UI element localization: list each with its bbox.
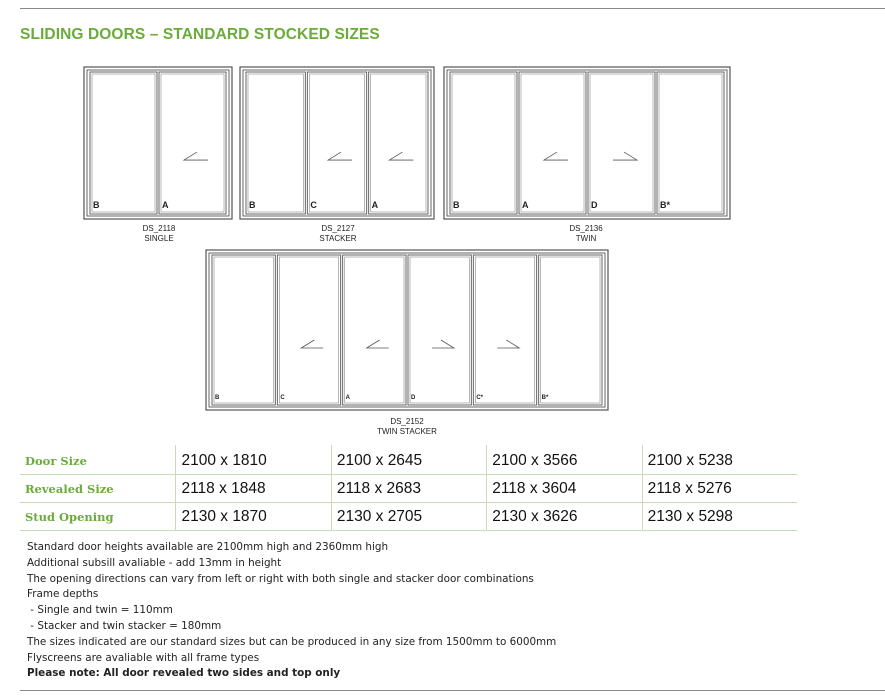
door-panel-glass: [279, 257, 338, 403]
panel-letter: D: [411, 395, 416, 401]
door-frame-inner: [447, 70, 727, 216]
slide-left-arrow: [544, 152, 568, 160]
door-type: TWIN: [575, 234, 597, 243]
door-panel-glass: [161, 74, 224, 212]
door-ds2118: [84, 67, 232, 219]
panel-letter: B: [453, 200, 460, 210]
table-cell: 2130 x 5298: [642, 503, 797, 531]
door-type: STACKER: [319, 234, 357, 243]
door-type: TWIN STACKER: [377, 427, 437, 436]
door-panel: [212, 255, 275, 405]
door-code: DS_2152: [390, 417, 424, 426]
door-panel: [450, 72, 517, 214]
door-panel-glass: [541, 257, 600, 403]
door-ds2127: [240, 67, 434, 219]
door-panel-glass: [248, 74, 303, 212]
table-cell: 2100 x 2645: [331, 445, 486, 475]
row-label: Revealed Size: [20, 475, 176, 503]
panel-letter: B*: [541, 395, 549, 401]
door-frame-inner: [243, 70, 431, 216]
door-caption-ds2127: [308, 224, 368, 244]
panel-letter: C: [280, 395, 285, 401]
page-title: SLIDING DOORS – STANDARD STOCKED SIZES: [20, 26, 380, 43]
note-line: Standard door heights available are 2100mm high and 2360mm high: [27, 541, 389, 553]
panel-letter: B*: [660, 200, 671, 210]
table-row: [20, 503, 797, 531]
slide-right-arrow: [613, 152, 637, 160]
door-panel: [277, 255, 340, 405]
door-caption-ds2152: [367, 417, 447, 437]
note-line: Flyscreens are avaliable with all frame types: [27, 651, 260, 664]
panel-letter: C: [310, 200, 317, 210]
table-cell: 2130 x 3626: [487, 503, 642, 531]
door-panel: [343, 255, 406, 405]
door-panel: [519, 72, 586, 214]
door-ds2152: [206, 250, 608, 410]
door-panel-glass: [475, 257, 534, 403]
door-panel-glass: [410, 257, 469, 403]
door-panel-glass: [214, 257, 273, 403]
table-cell: 2130 x 2705: [331, 503, 486, 531]
panel-letter: B: [215, 395, 220, 401]
row-label: Door Size: [20, 445, 176, 475]
note-line: Additional subsill avaliable - add 13mm in height: [27, 556, 282, 569]
table-row: [20, 475, 797, 503]
note-line: - Single and twin = 110mm: [27, 604, 173, 617]
door-panel-glass: [659, 74, 722, 212]
door-panel-glass: [345, 257, 404, 403]
door-frame: [84, 67, 232, 219]
table-cell: 2100 x 1810: [176, 445, 331, 475]
table-cell: 2118 x 2683: [331, 475, 486, 503]
table-cell: 2118 x 5276: [642, 475, 797, 503]
door-type: SINGLE: [144, 234, 174, 243]
table-row: [20, 445, 797, 475]
door-panel: [307, 72, 366, 214]
panel-letter: B: [93, 200, 100, 210]
door-caption-ds2136: [556, 224, 616, 244]
table-cell: 2118 x 3604: [487, 475, 642, 503]
panel-letter: C*: [476, 395, 484, 401]
slide-left-arrow: [389, 152, 413, 160]
door-panel-glass: [452, 74, 515, 212]
note-line: The opening directions can vary from left or right with both single and stacker door combinations: [27, 572, 534, 585]
note-line: The sizes indicated are our standard sizes but can be produced in any size from 1500mm to 6000mm: [27, 635, 557, 648]
door-panel: [369, 72, 428, 214]
door-panel-glass: [521, 74, 584, 212]
door-ds2136: [444, 67, 730, 219]
table-cell: 2100 x 5238: [642, 445, 797, 475]
door-panel: [657, 72, 724, 214]
door-frame: [240, 67, 434, 219]
table-cell: 2118 x 1848: [176, 475, 331, 503]
slide-right-arrow: [497, 340, 519, 348]
door-panel-glass: [371, 74, 426, 212]
door-frame: [206, 250, 608, 410]
panel-letter: A: [162, 200, 169, 210]
door-panel: [246, 72, 305, 214]
door-frame-inner: [209, 253, 605, 407]
door-panel: [408, 255, 471, 405]
door-frame: [444, 67, 730, 219]
row-label: Stud Opening: [20, 503, 176, 531]
sizes-table: [20, 445, 797, 531]
notes-block: [27, 540, 556, 682]
door-panel-glass: [92, 74, 155, 212]
door-panel: [473, 255, 536, 405]
door-panel: [539, 255, 602, 405]
table-cell: 2100 x 3566: [487, 445, 642, 475]
door-code: DS_2118: [142, 224, 176, 233]
panel-letter: D: [591, 200, 598, 210]
panel-letter: A: [522, 200, 529, 210]
door-panel-glass: [309, 74, 364, 212]
note-bold: Please note: All door revealed two sides and top only: [27, 667, 341, 680]
panel-letter: B: [249, 200, 256, 210]
slide-left-arrow: [184, 152, 208, 160]
panel-letter: A: [371, 200, 379, 210]
door-caption-ds2118: [129, 224, 189, 244]
slide-left-arrow: [328, 152, 352, 160]
table-cell: 2130 x 1870: [176, 503, 331, 531]
door-code: DS_2136: [569, 224, 603, 233]
door-panel-glass: [590, 74, 653, 212]
slide-left-arrow: [367, 340, 389, 348]
note-line: Frame depths: [27, 588, 99, 601]
door-frame-inner: [87, 70, 229, 216]
note-line: - Stacker and twin stacker = 180mm: [27, 619, 222, 632]
panel-letter: A: [345, 395, 351, 401]
bottom-rule: [20, 690, 885, 691]
door-panel: [90, 72, 157, 214]
slide-left-arrow: [301, 340, 323, 348]
door-panel: [588, 72, 655, 214]
door-code: DS_2127: [321, 224, 355, 233]
door-panel: [159, 72, 226, 214]
slide-right-arrow: [432, 340, 454, 348]
